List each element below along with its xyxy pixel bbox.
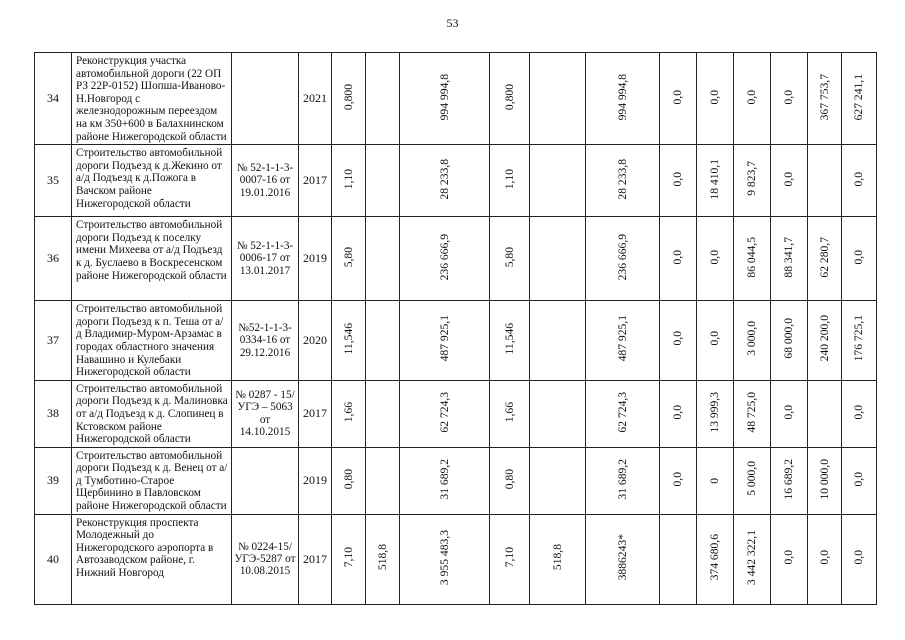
cell-value: 62 724,3 (437, 391, 451, 433)
cell-value: 627 241,1 (852, 73, 865, 120)
value-cell (808, 514, 842, 604)
row-number: 38 (35, 380, 72, 447)
value-cell (490, 145, 530, 217)
value-cell (697, 217, 734, 301)
row-number: 35 (35, 145, 72, 217)
value-cell (808, 447, 842, 514)
value-cell (660, 301, 697, 381)
value-cell (586, 53, 660, 145)
cell-value: 88 341,7 (782, 236, 795, 278)
value-cell (530, 380, 586, 447)
cell-value: 0,0 (671, 249, 684, 265)
cell-value: 1,66 (341, 401, 355, 423)
table-row (35, 380, 877, 447)
value-cell (808, 217, 842, 301)
value-cell (400, 447, 490, 514)
commission-year: 2021 (299, 53, 332, 145)
cell-value: 31 689,2 (437, 458, 451, 500)
value-cell (400, 380, 490, 447)
value-cell (842, 301, 877, 381)
value-cell (332, 380, 366, 447)
cell-value: 518,8 (375, 544, 389, 571)
cell-value: 0,0 (671, 89, 684, 105)
object-name: Строительство автомобильной дороги Подъезд к п. Теша от а/д Владимир-Муром-Арзамас в городах областного значения Навашино и Кулебаки Нижегородской области (72, 301, 232, 381)
cell-value: 0,0 (708, 249, 721, 265)
expertise-document (232, 447, 299, 514)
cell-value: 28 233,8 (615, 158, 629, 200)
cell-value: 5 000,0 (745, 461, 758, 497)
object-name: Строительство автомобильной дороги Подъезд к д. Малиновка от а/д Подъезд к д. Слопинец в Кстовском районе Нижегородской области (72, 380, 232, 447)
cell-value: 31 689,2 (615, 458, 629, 500)
value-cell (332, 514, 366, 604)
cell-value: 16 689,2 (782, 458, 795, 500)
cell-value: 0,0 (782, 404, 795, 420)
cell-value: 3 000,0 (745, 321, 758, 357)
value-cell (808, 145, 842, 217)
objects-table (34, 52, 877, 605)
object-name: Реконструкция участка автомобильной дороги (22 ОП РЗ 22Р-0152) Шопша-Иваново-Н.Новгород с железнодорожным переездом на км 350+600 в Балахнинском районе Нижегородской области (72, 53, 232, 145)
value-cell (771, 380, 808, 447)
cell-value: 0,0 (852, 471, 865, 487)
value-cell (530, 145, 586, 217)
value-cell (530, 514, 586, 604)
table-row (35, 301, 877, 381)
value-cell (842, 53, 877, 145)
value-cell (697, 53, 734, 145)
value-cell (660, 380, 697, 447)
value-cell (734, 145, 771, 217)
cell-value: 236 666,9 (437, 233, 451, 281)
value-cell (400, 514, 490, 604)
value-cell (734, 447, 771, 514)
value-cell (660, 145, 697, 217)
cell-value: 994 994,8 (615, 73, 629, 120)
value-cell (332, 217, 366, 301)
table-row (35, 217, 877, 301)
cell-value: 374 680,6 (708, 534, 721, 581)
object-name: Строительство автомобильной дороги Подъезд к д. Венец от а/д Тумботино-Старое Щербинино в Павловском районе Нижегородской области (72, 447, 232, 514)
cell-value: 0,0 (852, 404, 865, 420)
value-cell (530, 447, 586, 514)
commission-year: 2017 (299, 514, 332, 604)
value-cell (490, 301, 530, 381)
value-cell (771, 145, 808, 217)
value-cell (697, 301, 734, 381)
cell-value: 1,10 (502, 168, 516, 189)
value-cell (734, 514, 771, 604)
value-cell (697, 380, 734, 447)
cell-value: 11,546 (502, 322, 516, 355)
value-cell (842, 145, 877, 217)
cell-value: 487 925,1 (437, 315, 451, 362)
cell-value: 0,80 (341, 468, 355, 490)
value-cell (490, 217, 530, 301)
cell-value: 0,0 (745, 89, 758, 105)
value-cell (332, 53, 366, 145)
cell-value: 0,0 (671, 171, 684, 187)
cell-value: 11,546 (341, 322, 355, 355)
cell-value: 5,80 (502, 246, 516, 267)
value-cell (697, 514, 734, 604)
cell-value: 62 724,3 (615, 391, 629, 433)
expertise-document: № 0287 - 15/УГЭ – 5063 от 14.10.2015 (232, 380, 299, 447)
expertise-document (232, 53, 299, 145)
cell-value: 3 955 483,3 (437, 529, 451, 585)
value-cell (586, 301, 660, 381)
value-cell (490, 514, 530, 604)
table-row (35, 145, 877, 217)
cell-value: 0,0 (708, 331, 721, 346)
cell-value: 10 000,0 (817, 458, 831, 500)
value-cell (366, 514, 400, 604)
value-cell (400, 301, 490, 381)
value-cell (842, 217, 877, 301)
cell-value: 0,0 (708, 89, 721, 105)
cell-value: 7,10 (502, 547, 516, 568)
value-cell (586, 447, 660, 514)
cell-value: 1,10 (341, 168, 355, 189)
value-cell (808, 53, 842, 145)
value-cell (366, 217, 400, 301)
value-cell (530, 53, 586, 145)
cell-value: 0,0 (671, 404, 684, 420)
value-cell (366, 53, 400, 145)
value-cell (586, 145, 660, 217)
cell-value: 0,0 (671, 471, 684, 487)
value-cell (366, 447, 400, 514)
cell-value: 62 280,7 (817, 236, 831, 278)
value-cell (586, 217, 660, 301)
row-number: 39 (35, 447, 72, 514)
row-number: 37 (35, 301, 72, 381)
value-cell (586, 514, 660, 604)
value-cell (660, 514, 697, 604)
cell-value: 518,8 (550, 544, 564, 571)
value-cell (697, 447, 734, 514)
cell-value: 0,800 (502, 83, 516, 110)
value-cell (400, 217, 490, 301)
cell-value: 3 442 322,1 (745, 529, 758, 585)
cell-value: 0,0 (817, 550, 831, 565)
cell-value: 0 (708, 477, 721, 484)
cell-value: 0,0 (782, 89, 795, 105)
value-cell (332, 301, 366, 381)
value-cell (771, 447, 808, 514)
cell-value: 0,80 (502, 468, 516, 490)
cell-value: 5,80 (341, 246, 355, 267)
value-cell (366, 380, 400, 447)
value-cell (530, 301, 586, 381)
expertise-document: № 52-1-1-3-0006-17 от 13.01.2017 (232, 217, 299, 301)
cell-value: 0,0 (852, 249, 865, 265)
value-cell (332, 145, 366, 217)
commission-year: 2017 (299, 380, 332, 447)
cell-value: 240 200,0 (817, 315, 831, 362)
expertise-document: № 0224-15/УГЭ-5287 от 10.08.2015 (232, 514, 299, 604)
cell-value: 0,800 (341, 83, 355, 110)
commission-year: 2020 (299, 301, 332, 381)
table-row (35, 53, 877, 145)
value-cell (332, 447, 366, 514)
value-cell (771, 301, 808, 381)
cell-value: 0,0 (671, 331, 684, 346)
value-cell (660, 447, 697, 514)
value-cell (697, 145, 734, 217)
cell-value: 0,0 (782, 550, 795, 565)
value-cell (771, 53, 808, 145)
commission-year: 2017 (299, 145, 332, 217)
cell-value: 0,0 (782, 171, 795, 187)
value-cell (842, 514, 877, 604)
commission-year: 2019 (299, 217, 332, 301)
cell-value: 9 823,7 (745, 161, 758, 197)
cell-value: 0,0 (852, 550, 865, 565)
value-cell (808, 301, 842, 381)
row-number: 34 (35, 53, 72, 145)
cell-value: 48 725,0 (745, 391, 758, 433)
value-cell (734, 301, 771, 381)
commission-year: 2019 (299, 447, 332, 514)
cell-value: 13 999,3 (708, 391, 721, 433)
value-cell (734, 53, 771, 145)
value-cell (490, 53, 530, 145)
cell-value: 367 753,7 (817, 73, 831, 120)
value-cell (530, 217, 586, 301)
value-cell (734, 217, 771, 301)
value-cell (400, 53, 490, 145)
cell-value: 236 666,9 (615, 233, 629, 281)
value-cell (734, 380, 771, 447)
value-cell (366, 301, 400, 381)
value-cell (586, 380, 660, 447)
cell-value: 176 725,1 (852, 315, 865, 362)
row-number: 40 (35, 514, 72, 604)
cell-value: 86 044,5 (745, 236, 758, 278)
value-cell (771, 217, 808, 301)
value-cell (660, 217, 697, 301)
value-cell (660, 53, 697, 145)
value-cell (808, 380, 842, 447)
object-name: Строительство автомобильной дороги Подъезд к поселку имени Михеева от а/д Подъезд к д. Буслаево в Воскресенском районе Нижегородской области (72, 217, 232, 301)
cell-value: 1,66 (502, 401, 516, 423)
cell-value: 487 925,1 (615, 315, 629, 362)
object-name: Строительство автомобильной дороги Подъезд к д.Жекино от а/д Подъезд к д.Пожога в Вачском районе Нижегородской области (72, 145, 232, 217)
value-cell (400, 145, 490, 217)
table-row (35, 447, 877, 514)
value-cell (490, 380, 530, 447)
value-cell (366, 145, 400, 217)
cell-value: 68 000,0 (782, 318, 795, 359)
value-cell (842, 447, 877, 514)
value-cell (490, 447, 530, 514)
row-number: 36 (35, 217, 72, 301)
value-cell (842, 380, 877, 447)
value-cell (771, 514, 808, 604)
cell-value: 0,0 (852, 171, 865, 187)
cell-value: 7,10 (341, 547, 355, 568)
object-name: Реконструкция проспекта Молодежный до Нижегородского аэропорта в Автозаводском районе, г. Нижний Новгород (72, 514, 232, 604)
expertise-document: №52-1-1-3-0334-16 от 29.12.2016 (232, 301, 299, 381)
expertise-document: № 52-1-1-3-0007-16 от 19.01.2016 (232, 145, 299, 217)
cell-value: 3886243* (615, 534, 629, 581)
cell-value: 28 233,8 (437, 158, 451, 200)
cell-value: 18 410,1 (708, 158, 721, 200)
page-number: 53 (446, 16, 459, 30)
cell-value: 994 994,8 (437, 73, 451, 120)
table-row (35, 514, 877, 604)
